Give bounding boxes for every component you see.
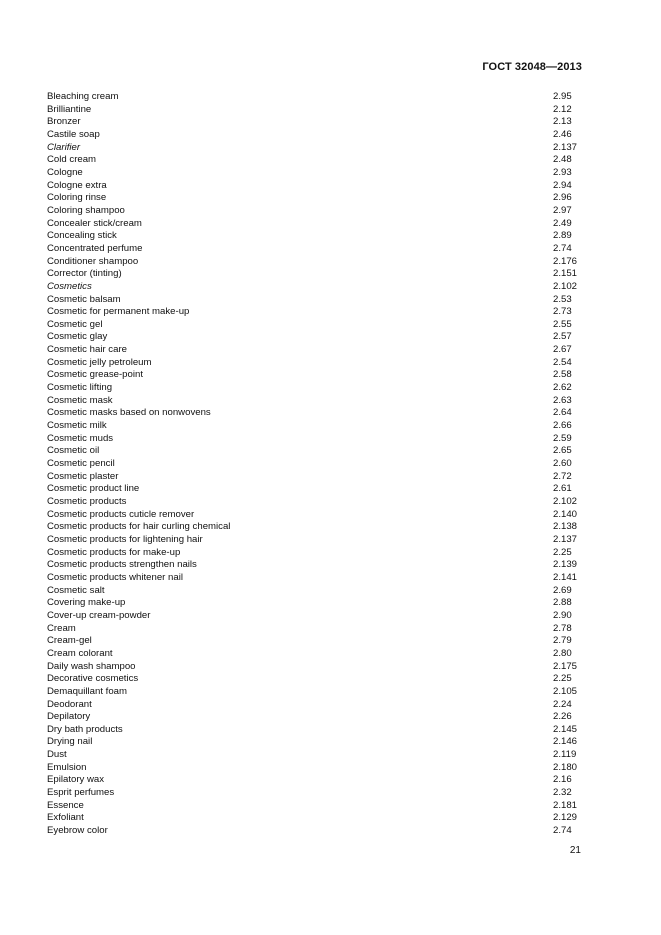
index-clause-number: 2.102 xyxy=(553,280,578,292)
index-entry xyxy=(47,496,579,509)
index-entry xyxy=(47,686,579,699)
index-term: Bronzer xyxy=(47,116,81,128)
index-entry xyxy=(47,420,579,433)
index-clause-number: 2.65 xyxy=(553,445,572,457)
index-clause-number: 2.58 xyxy=(553,369,572,381)
index-entry xyxy=(47,306,579,319)
index-entry xyxy=(47,812,579,825)
index-clause-number: 2.88 xyxy=(553,597,572,609)
index-entry xyxy=(47,331,579,344)
index-term: Cosmetic salt xyxy=(47,584,105,596)
index-clause-number: 2.145 xyxy=(553,723,578,735)
index-clause-number: 2.80 xyxy=(553,647,572,659)
index-entry xyxy=(47,154,579,167)
index-entry xyxy=(47,445,579,458)
index-clause-number: 2.48 xyxy=(553,154,572,166)
index-entry xyxy=(47,218,579,231)
index-entry xyxy=(47,294,579,307)
index-entry xyxy=(47,407,579,420)
index-term: Dust xyxy=(47,749,67,761)
index-entry xyxy=(47,344,579,357)
index-clause-number: 2.95 xyxy=(553,91,572,102)
index-term: Cosmetic products for lightening hair xyxy=(47,533,203,545)
index-clause-number: 2.175 xyxy=(553,660,578,672)
index-term: Cosmetic products whitener nail xyxy=(47,571,183,583)
index-clause-number: 2.26 xyxy=(553,711,572,723)
index-term: Cold cream xyxy=(47,154,97,166)
index-clause-number: 2.32 xyxy=(553,787,572,799)
index-term: Concentrated perfume xyxy=(47,242,143,254)
index-clause-number: 2.55 xyxy=(553,318,572,330)
index-term: Cosmetic products for make-up xyxy=(47,546,181,558)
index-entry xyxy=(47,382,579,395)
index-term: Emulsion xyxy=(47,761,87,773)
index-clause-number: 2.141 xyxy=(553,571,578,583)
index-entry xyxy=(47,736,579,749)
index-term: Drying nail xyxy=(47,736,93,748)
index-term: Cream xyxy=(47,622,76,634)
index-term: Cologne xyxy=(47,166,83,178)
index-clause-number: 2.12 xyxy=(553,103,572,115)
index-term: Cosmetic muds xyxy=(47,432,114,444)
index-term: Castile soap xyxy=(47,128,100,140)
index-entry xyxy=(47,167,579,180)
index-term: Cosmetic products for hair curling chemical xyxy=(47,521,231,533)
index-term: Esprit perfumes xyxy=(47,787,115,799)
index-entry xyxy=(47,268,579,281)
index-clause-number: 2.16 xyxy=(553,774,572,786)
index-entry xyxy=(47,559,579,572)
index-term: Eyebrow color xyxy=(47,825,108,837)
index-clause-number: 2.79 xyxy=(553,635,572,647)
index-clause-number: 2.90 xyxy=(553,609,572,621)
index-clause-number: 2.69 xyxy=(553,584,572,596)
index-term: Cosmetic milk xyxy=(47,420,107,432)
index-clause-number: 2.25 xyxy=(553,546,572,558)
index-entry xyxy=(47,534,579,547)
index-entry xyxy=(47,762,579,775)
index-clause-number: 2.140 xyxy=(553,508,578,520)
index-clause-number: 2.138 xyxy=(553,521,578,533)
index-term: Concealer stick/cream xyxy=(47,217,142,229)
index-term: Cosmetic grease-point xyxy=(47,369,143,381)
index-clause-number: 2.129 xyxy=(553,812,578,824)
index-clause-number: 2.61 xyxy=(553,483,572,495)
index-term: Brilliantine xyxy=(47,103,92,115)
index-entry xyxy=(47,357,579,370)
index-entry xyxy=(47,142,579,155)
index-entry xyxy=(47,483,579,496)
index-clause-number: 2.105 xyxy=(553,685,578,697)
index-entry xyxy=(47,256,579,269)
index-term: Cosmetic jelly petroleum xyxy=(47,356,152,368)
index-term: Cosmetic hair care xyxy=(47,344,127,356)
index-term: Coloring rinse xyxy=(47,192,107,204)
index-entry xyxy=(47,116,579,129)
index-entry xyxy=(47,749,579,762)
index-term: Cosmetic products strengthen nails xyxy=(47,559,197,571)
index-entry xyxy=(47,192,579,205)
index-term: Cosmetic masks based on nonwovens xyxy=(47,407,211,419)
index-clause-number: 2.139 xyxy=(553,559,578,571)
index-clause-number: 2.13 xyxy=(553,116,572,128)
index-entry xyxy=(47,369,579,382)
index-term: Cover-up cream-powder xyxy=(47,609,151,621)
index-entry xyxy=(47,635,579,648)
index-clause-number: 2.176 xyxy=(553,255,578,267)
index-clause-number: 2.60 xyxy=(553,458,572,470)
index-clause-number: 2.63 xyxy=(553,394,572,406)
index-clause-number: 2.74 xyxy=(553,825,572,837)
index-entry xyxy=(47,509,579,522)
index-clause-number: 2.89 xyxy=(553,230,572,242)
index-term: Daily wash shampoo xyxy=(47,660,136,672)
index-clause-number: 2.74 xyxy=(553,242,572,254)
index-term: Cosmetic pencil xyxy=(47,458,115,470)
index-clause-number: 2.137 xyxy=(553,533,578,545)
index-term: Cream-gel xyxy=(47,635,92,647)
index-clause-number: 2.96 xyxy=(553,192,572,204)
index-clause-number: 2.24 xyxy=(553,698,572,710)
index-term: Cosmetic glay xyxy=(47,331,108,343)
index-term: Bleaching cream xyxy=(47,91,119,102)
index-clause-number: 2.93 xyxy=(553,166,572,178)
index-entry xyxy=(47,521,579,534)
index-entry xyxy=(47,699,579,712)
index-clause-number: 2.57 xyxy=(553,331,572,343)
index-entry xyxy=(47,205,579,218)
index-term: Decorative cosmetics xyxy=(47,673,139,685)
index-entry xyxy=(47,585,579,598)
index-clause-number: 2.64 xyxy=(553,407,572,419)
index-clause-number: 2.49 xyxy=(553,217,572,229)
index-entry xyxy=(47,597,579,610)
index-term: Corrector (tinting) xyxy=(47,268,122,280)
index-clause-number: 2.119 xyxy=(553,749,577,761)
index-clause-number: 2.73 xyxy=(553,306,572,318)
index-clause-number: 2.78 xyxy=(553,622,572,634)
index-entry xyxy=(47,787,579,800)
index-clause-number: 2.151 xyxy=(553,268,578,280)
index-clause-number: 2.102 xyxy=(553,496,578,507)
index-term: Cosmetics xyxy=(47,280,92,292)
index-clause-number: 2.72 xyxy=(553,470,572,482)
index-clause-number: 2.53 xyxy=(553,293,572,305)
index-entry xyxy=(47,825,579,838)
index-entry xyxy=(47,623,579,636)
index-entry xyxy=(47,774,579,787)
index-entry xyxy=(47,661,579,674)
index-term: Cosmetic gel xyxy=(47,318,103,330)
index-entry xyxy=(47,458,579,471)
index-term: Covering make-up xyxy=(47,597,126,609)
alphabetical-index-list xyxy=(47,91,579,838)
index-clause-number: 2.59 xyxy=(553,432,572,444)
index-entry xyxy=(47,711,579,724)
index-clause-number: 2.94 xyxy=(553,179,572,191)
index-entry xyxy=(47,230,579,243)
index-entry xyxy=(47,433,579,446)
index-entry xyxy=(47,800,579,813)
index-entry xyxy=(47,471,579,484)
index-entry xyxy=(47,673,579,686)
page-number: 21 xyxy=(569,845,581,856)
index-clause-number: 2.25 xyxy=(553,673,572,685)
index-term: Cosmetic plaster xyxy=(47,470,119,482)
index-entry xyxy=(47,180,579,193)
index-clause-number: 2.181 xyxy=(553,799,578,811)
index-entry xyxy=(47,610,579,623)
index-clause-number: 2.46 xyxy=(553,128,572,140)
index-clause-number: 2.54 xyxy=(553,356,572,368)
index-entry xyxy=(47,243,579,256)
index-term: Demaquillant foam xyxy=(47,685,127,697)
index-entry xyxy=(47,104,579,117)
index-entry xyxy=(47,319,579,332)
index-term: Concealing stick xyxy=(47,230,117,242)
index-clause-number: 2.67 xyxy=(553,344,572,356)
index-term: Conditioner shampoo xyxy=(47,255,139,267)
index-clause-number: 2.62 xyxy=(553,382,572,394)
index-term: Cosmetic lifting xyxy=(47,382,113,394)
index-term: Essence xyxy=(47,799,84,811)
index-term: Depilatory xyxy=(47,711,91,723)
index-term: Cosmetic mask xyxy=(47,394,113,406)
index-term: Cosmetic products cuticle remover xyxy=(47,508,195,520)
index-term: Cosmetic product line xyxy=(47,483,140,495)
index-entry xyxy=(47,281,579,294)
index-term: Clarifier xyxy=(47,141,81,153)
index-clause-number: 2.146 xyxy=(553,736,578,748)
index-clause-number: 2.180 xyxy=(553,761,578,773)
index-term: Cosmetic products xyxy=(47,496,127,507)
index-clause-number: 2.97 xyxy=(553,204,572,216)
index-term: Coloring shampoo xyxy=(47,204,125,216)
index-entry xyxy=(47,129,579,142)
index-term: Deodorant xyxy=(47,698,92,710)
index-clause-number: 2.137 xyxy=(553,141,578,153)
index-clause-number: 2.66 xyxy=(553,420,572,432)
index-entry xyxy=(47,724,579,737)
document-standard-header: ГОСТ 32048—2013 xyxy=(482,61,582,73)
index-term: Cosmetic balsam xyxy=(47,293,121,305)
index-term: Epilatory wax xyxy=(47,774,105,786)
index-term: Exfoliant xyxy=(47,812,84,824)
index-entry xyxy=(47,91,579,104)
index-entry xyxy=(47,648,579,661)
index-term: Cosmetic for permanent make-up xyxy=(47,306,190,318)
index-term: Cream colorant xyxy=(47,647,113,659)
index-entry xyxy=(47,547,579,560)
index-term: Dry bath products xyxy=(47,723,123,735)
index-term: Cologne extra xyxy=(47,179,107,191)
index-term: Cosmetic oil xyxy=(47,445,100,457)
index-entry xyxy=(47,572,579,585)
index-entry xyxy=(47,395,579,408)
